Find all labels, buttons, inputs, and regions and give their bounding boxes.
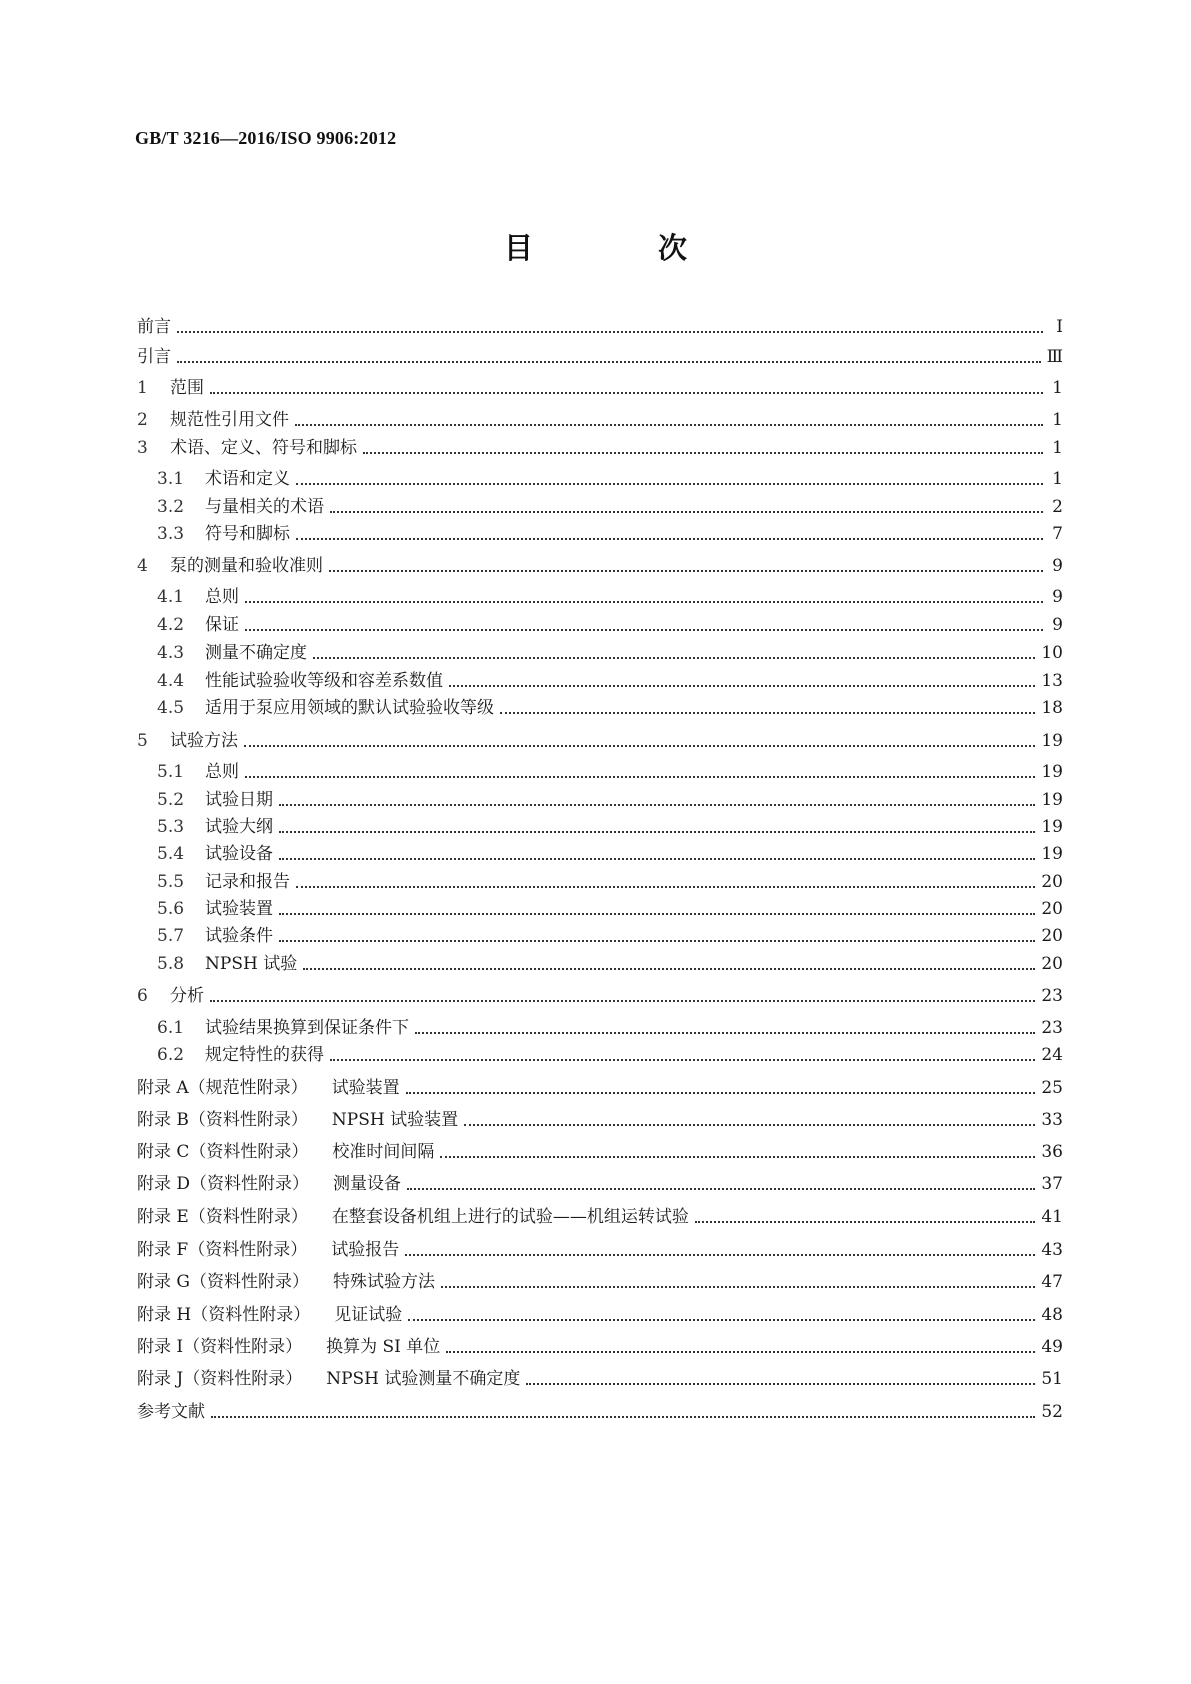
toc-entry-title: 术语、定义、符号和脚标 xyxy=(170,438,357,458)
toc-page-number: 2 xyxy=(1052,497,1063,517)
toc-entry-title: 试验日期 xyxy=(205,790,273,810)
toc-entry-title: 试验条件 xyxy=(205,926,273,946)
toc-page-number: 13 xyxy=(1041,671,1063,691)
toc-entry-number: 3.1 xyxy=(157,469,185,489)
toc-page-number: 9 xyxy=(1052,556,1063,576)
toc-dot-leader xyxy=(329,570,1043,572)
toc-entry[interactable] xyxy=(137,896,1063,922)
toc-entry-title: 测量不确定度 xyxy=(205,643,307,663)
toc-page-number: 19 xyxy=(1041,817,1063,837)
toc-entry[interactable] xyxy=(137,814,1063,840)
toc-page-number: 25 xyxy=(1041,1078,1063,1098)
toc-page-number: 49 xyxy=(1041,1337,1063,1357)
toc-dot-leader xyxy=(695,1221,1036,1223)
toc-dot-leader xyxy=(415,1032,1035,1034)
toc-entry-title: NPSH 试验测量不确定度 xyxy=(326,1369,521,1389)
toc-entry[interactable] xyxy=(137,521,1063,547)
toc-annex-label: 附录 H（资料性附录） xyxy=(137,1305,311,1325)
toc-entry-title: 见证试验 xyxy=(334,1305,403,1325)
toc-dot-leader xyxy=(526,1383,1035,1385)
toc-dot-leader xyxy=(210,1000,1035,1002)
toc-dot-leader xyxy=(244,745,1035,747)
toc-entry-title: 试验设备 xyxy=(205,844,273,864)
toc-dot-leader xyxy=(279,940,1035,942)
toc-entry-title: NPSH 试验装置 xyxy=(331,1110,459,1130)
toc-entry[interactable] xyxy=(137,344,1063,370)
toc-entry[interactable] xyxy=(137,1042,1063,1068)
toc-page-number: 51 xyxy=(1041,1369,1063,1389)
toc-entry[interactable] xyxy=(137,584,1063,610)
toc-entry-number: 4 xyxy=(137,556,148,576)
toc-dot-leader xyxy=(303,968,1035,970)
toc-entry[interactable] xyxy=(137,1366,1063,1392)
toc-entry-number: 4.1 xyxy=(157,587,185,607)
toc-entry-number: 5.6 xyxy=(157,899,185,919)
toc-entry[interactable] xyxy=(137,728,1063,754)
toc-entry[interactable] xyxy=(137,695,1063,721)
toc-entry[interactable] xyxy=(137,869,1063,895)
toc-entry[interactable] xyxy=(137,375,1063,401)
toc-entry-title: 泵的测量和验收准则 xyxy=(170,556,323,576)
toc-page-number: 43 xyxy=(1041,1240,1063,1260)
toc-annex-label: 附录 D（资料性附录） xyxy=(137,1174,310,1194)
toc-entry[interactable] xyxy=(137,923,1063,949)
toc-dot-leader xyxy=(210,392,1043,394)
toc-entry[interactable] xyxy=(137,314,1063,340)
toc-entry-title: 前言 xyxy=(137,317,171,337)
toc-dot-leader xyxy=(330,1059,1035,1061)
toc-dot-leader xyxy=(245,601,1043,603)
toc-entry-number: 3.3 xyxy=(157,524,185,544)
toc-entry-number: 5.4 xyxy=(157,844,185,864)
toc-entry-number: 4.4 xyxy=(157,671,185,691)
toc-page-number: 9 xyxy=(1052,587,1063,607)
toc-entry[interactable] xyxy=(137,494,1063,520)
toc-page-number: 33 xyxy=(1041,1110,1063,1130)
toc-annex-label: 附录 I（资料性附录） xyxy=(137,1337,303,1357)
toc-entry-title: 试验装置 xyxy=(331,1078,400,1098)
toc-entry[interactable] xyxy=(137,435,1063,461)
toc-entry[interactable] xyxy=(137,1075,1063,1101)
toc-entry[interactable] xyxy=(137,759,1063,785)
toc-entry-title: 校准时间间隔 xyxy=(332,1142,435,1162)
toc-page-number: 19 xyxy=(1041,731,1063,751)
toc-dot-leader xyxy=(279,858,1035,860)
toc-page-number: 19 xyxy=(1041,762,1063,782)
toc-entry[interactable] xyxy=(137,1334,1063,1360)
toc-entry-title: 分析 xyxy=(170,986,204,1006)
toc-page-number: 24 xyxy=(1041,1045,1063,1065)
toc-entry-title: 规范性引用文件 xyxy=(170,410,289,430)
toc-entry-number: 3.2 xyxy=(157,497,185,517)
toc-page-number: Ⅲ xyxy=(1046,347,1063,367)
toc-dot-leader xyxy=(245,776,1035,778)
toc-page-number: 48 xyxy=(1041,1305,1063,1325)
toc-entry-number: 3 xyxy=(137,438,148,458)
toc-entry-number: 2 xyxy=(137,410,148,430)
toc-entry-title: 总则 xyxy=(205,587,239,607)
toc-dot-leader xyxy=(313,657,1035,659)
toc-entry-number: 6 xyxy=(137,986,148,1006)
toc-entry[interactable] xyxy=(137,1139,1063,1165)
toc-dot-leader xyxy=(279,913,1035,915)
toc-entry-title: 引言 xyxy=(137,347,171,367)
toc-dot-leader xyxy=(406,1092,1036,1094)
toc-entry-number: 5 xyxy=(137,731,148,751)
toc-entry[interactable] xyxy=(137,1107,1063,1133)
toc-dot-leader xyxy=(446,1351,1035,1353)
toc-dot-leader xyxy=(440,1156,1035,1158)
toc-entry[interactable] xyxy=(137,951,1063,977)
toc-dot-leader xyxy=(500,712,1035,714)
toc-entry[interactable] xyxy=(137,983,1063,1009)
toc-entry[interactable] xyxy=(137,612,1063,638)
toc-entry-number: 6.2 xyxy=(157,1045,185,1065)
toc-entry-number: 5.1 xyxy=(157,762,185,782)
toc-dot-leader xyxy=(177,361,1041,363)
toc-dot-leader xyxy=(441,1286,1035,1288)
toc-entry[interactable] xyxy=(137,466,1063,492)
toc-entry-title: 在整套设备机组上进行的试验——机组运转试验 xyxy=(331,1207,689,1227)
toc-entry-number: 5.8 xyxy=(157,954,185,974)
toc-entry[interactable] xyxy=(137,1237,1063,1263)
toc-dot-leader xyxy=(279,804,1035,806)
toc-entry[interactable] xyxy=(137,787,1063,813)
toc-page-number: 37 xyxy=(1041,1174,1063,1194)
toc-entry-title: 适用于泵应用领域的默认试验验收等级 xyxy=(205,698,494,718)
standard-code-header: GB/T 3216—2016/ISO 9906:2012 xyxy=(135,128,397,148)
toc-entry-number: 5.5 xyxy=(157,872,185,892)
toc-page-number: 18 xyxy=(1041,698,1063,718)
toc-dot-leader xyxy=(177,331,1043,333)
toc-annex-label: 附录 A（规范性附录） xyxy=(137,1078,308,1098)
toc-entry-title: 保证 xyxy=(205,615,239,635)
toc-annex-label: 附录 C（资料性附录） xyxy=(137,1142,309,1162)
toc-entry[interactable] xyxy=(137,841,1063,867)
toc-entry[interactable] xyxy=(137,407,1063,433)
toc-entry-title: 范围 xyxy=(170,378,204,398)
toc-dot-leader xyxy=(245,629,1043,631)
toc-page-number: 20 xyxy=(1041,954,1063,974)
toc-page-number: 52 xyxy=(1041,1402,1063,1422)
toc-entry-title: 试验方法 xyxy=(170,731,238,751)
toc-entry-title: 与量相关的术语 xyxy=(205,497,324,517)
toc-entry-number: 6.1 xyxy=(157,1018,185,1038)
toc-page-number: 1 xyxy=(1052,410,1063,430)
toc-entry-title: NPSH 试验 xyxy=(205,954,298,974)
toc-entry-number: 1 xyxy=(137,378,148,398)
toc-entry-title: 测量设备 xyxy=(333,1174,402,1194)
toc-entry[interactable] xyxy=(137,1269,1063,1295)
toc-page-number: 20 xyxy=(1041,872,1063,892)
toc-entry-title: 性能试验验收等级和容差系数值 xyxy=(205,671,443,691)
toc-page-number: 20 xyxy=(1041,899,1063,919)
toc-dot-leader xyxy=(296,538,1043,540)
toc-dot-leader xyxy=(363,452,1043,454)
toc-entry-number: 4.5 xyxy=(157,698,185,718)
toc-entry-number: 5.3 xyxy=(157,817,185,837)
toc-dot-leader xyxy=(405,1254,1035,1256)
toc-entry-title: 总则 xyxy=(205,762,239,782)
toc-entry[interactable] xyxy=(137,553,1063,579)
toc-entry-number: 4.3 xyxy=(157,643,185,663)
toc-dot-leader xyxy=(330,511,1043,513)
toc-annex-label: 附录 F（资料性附录） xyxy=(137,1240,308,1260)
toc-page-number: 36 xyxy=(1041,1142,1063,1162)
toc-page-number: 47 xyxy=(1041,1272,1063,1292)
toc-page-number: 41 xyxy=(1041,1207,1063,1227)
toc-annex-label: 附录 B（资料性附录） xyxy=(137,1110,308,1130)
toc-page-number: 19 xyxy=(1041,844,1063,864)
toc-page-number: 1 xyxy=(1052,438,1063,458)
toc-dot-leader xyxy=(295,424,1043,426)
toc-entry[interactable] xyxy=(137,1171,1063,1197)
toc-page-number: 23 xyxy=(1041,986,1063,1006)
toc-entry-title: 规定特性的获得 xyxy=(205,1045,324,1065)
toc-entry-title: 符号和脚标 xyxy=(205,524,290,544)
toc-dot-leader xyxy=(407,1188,1035,1190)
toc-annex-label: 附录 G（资料性附录） xyxy=(137,1272,309,1292)
toc-entry[interactable] xyxy=(137,1302,1063,1328)
toc-entry-title: 术语和定义 xyxy=(205,469,290,489)
toc-dot-leader xyxy=(449,685,1035,687)
toc-entry-title: 试验装置 xyxy=(205,899,273,919)
toc-page-number: 23 xyxy=(1041,1018,1063,1038)
toc-entry-number: 5.7 xyxy=(157,926,185,946)
toc-page-number: 19 xyxy=(1041,790,1063,810)
toc-page-number: 1 xyxy=(1052,469,1063,489)
toc-page-number: 20 xyxy=(1041,926,1063,946)
toc-entry-title: 参考文献 xyxy=(137,1402,205,1422)
toc-entry[interactable] xyxy=(137,1399,1063,1425)
toc-entry-title: 试验大纲 xyxy=(205,817,273,837)
toc-annex-label: 附录 J（资料性附录） xyxy=(137,1369,303,1389)
toc-entry[interactable] xyxy=(137,640,1063,666)
toc-dot-leader xyxy=(211,1416,1035,1418)
toc-entry-number: 4.2 xyxy=(157,615,185,635)
toc-entry[interactable] xyxy=(137,1015,1063,1041)
toc-entry-title: 试验报告 xyxy=(331,1240,400,1260)
toc-dot-leader xyxy=(296,483,1043,485)
toc-entry[interactable] xyxy=(137,668,1063,694)
toc-dot-leader xyxy=(296,886,1035,888)
toc-page-number: 10 xyxy=(1041,643,1063,663)
toc-dot-leader xyxy=(408,1319,1035,1321)
toc-page-number: Ⅰ xyxy=(1056,317,1063,337)
toc-entry-title: 试验结果换算到保证条件下 xyxy=(205,1018,409,1038)
toc-page-number: 9 xyxy=(1052,615,1063,635)
toc-entry-title: 记录和报告 xyxy=(205,872,290,892)
toc-dot-leader xyxy=(464,1124,1035,1126)
toc-dot-leader xyxy=(279,831,1035,833)
page-title: 目 次 xyxy=(503,231,735,265)
toc-annex-label: 附录 E（资料性附录） xyxy=(137,1207,308,1227)
toc-entry[interactable] xyxy=(137,1204,1063,1230)
toc-entry-title: 换算为 SI 单位 xyxy=(326,1337,441,1357)
toc-page-number: 1 xyxy=(1052,378,1063,398)
toc-page-number: 7 xyxy=(1052,524,1063,544)
toc-entry-title: 特殊试验方法 xyxy=(332,1272,435,1292)
toc-entry-number: 5.2 xyxy=(157,790,185,810)
